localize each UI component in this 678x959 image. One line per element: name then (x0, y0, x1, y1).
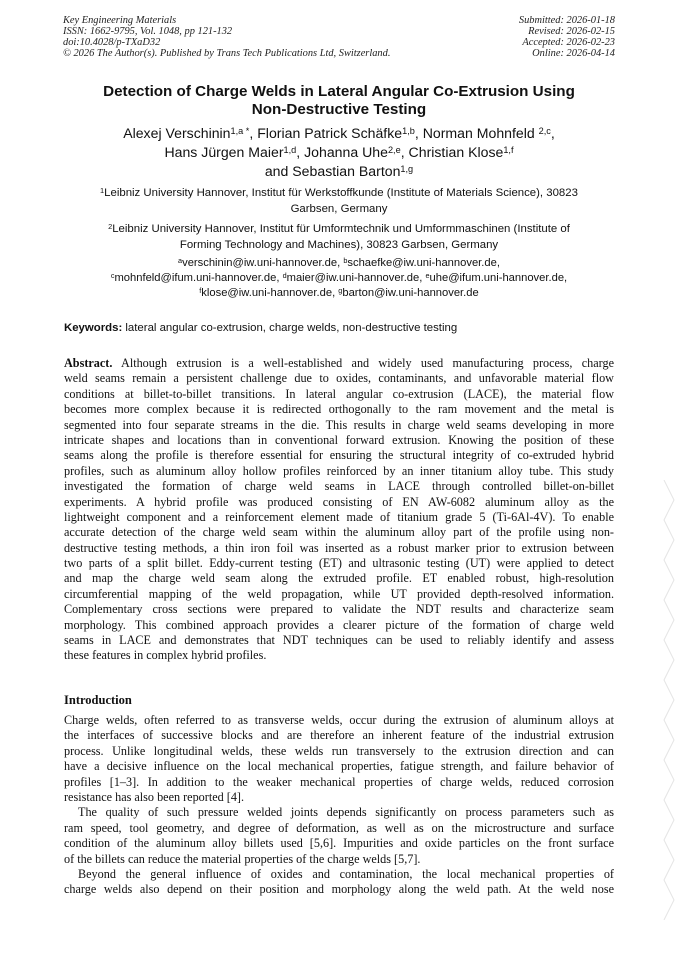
email-link[interactable]: schaefke@iw.uni-hannover.de (347, 257, 497, 269)
email-link[interactable]: maier@iw.uni-hannover.de (286, 272, 420, 284)
author-affiliation-mark: 1,a * (230, 125, 250, 136)
email-mark: d (282, 270, 287, 280)
keywords-text: lateral angular co-extrusion, charge welds, non-destructive testing (125, 322, 458, 334)
abstract-line: circumferential mapping of the weld propagation, while UT provided depth-resolved information. (64, 586, 614, 601)
email-link[interactable]: barton@iw.uni-hannover.de (342, 287, 479, 299)
email-line: $^f$klose@iw.uni-hannover.de, $^g$barton@iw.uni-hannover.de (199, 285, 479, 299)
paragraph-line: resistance has also been reported [4]. (64, 789, 245, 804)
affiliation-mark: 1 (100, 185, 105, 195)
abstract-line: Complementary cross sections were prepared to validate the NDT results and characterize seam (64, 602, 614, 617)
affiliation-line (72, 221, 606, 237)
abstract-line: segmented into four separate streams in the die. This results in charge weld seams developing in more (64, 417, 614, 432)
author-name: Norman Mohnfeld (422, 125, 535, 141)
paragraph-line: process. Unlike longitudinal welds, these welds run transversely to the extrusion direction and can (64, 743, 614, 758)
author-line: Hans Jürgen Maier$^{1,d}$, Johanna Uhe$^{2,e}$, Christian Klose$^{1,f}$ (164, 144, 514, 160)
journal-issn: ISSN: 1662-9795, Vol. 1048, pp 121-132 (63, 26, 233, 37)
author-name: Christian Klose (408, 144, 504, 160)
author-affiliation-mark: 2,c (538, 125, 551, 136)
author-name: Florian Patrick Schäfke (257, 125, 403, 141)
email-mark: c (110, 270, 115, 280)
abstract-line: conditions at billet-to-billet transitions. In lateral angular co-extrusion (LACE), the material flow (64, 386, 614, 401)
journal-header (63, 15, 390, 59)
journal-doi[interactable]: doi:10.4028/p-TXaD32 (63, 37, 161, 48)
affiliation (72, 221, 606, 253)
email-mark: a (178, 255, 183, 265)
author-list (40, 124, 638, 181)
journal-copyright: © 2026 The Author(s). Published by Trans Tech Publications Ltd, Switzerland. (63, 48, 391, 59)
paragraph-line: Charge welds, often referred to as transverse welds, occur during the extrusion of aluminum alloys at (64, 713, 614, 727)
abstract-line: weld seams remain a persistent challenge due to oxides, contaminants, and unfavorable material flow (64, 371, 614, 386)
author-affiliation-mark: 1,g (400, 163, 414, 174)
abstract-line: intricate shapes and locations than in conventional forward extrusion. Knowing the position of these (64, 432, 614, 447)
affiliation-mark: 2 (108, 221, 113, 231)
abstract-label: Abstract. (64, 356, 113, 370)
author-name: Johanna Uhe (304, 144, 388, 160)
affiliation-text: Leibniz University Hannover, Institut für Umformtechnik und Umformmaschinen (Institute of (112, 223, 570, 235)
email-link[interactable]: verschinin@iw.uni-hannover.de (182, 257, 338, 269)
paragraph-line: condition of the aluminum alloy billets used [5,6]. Impurities and oxide particles on the front surface (64, 836, 614, 851)
author-name: Hans Jürgen Maier (164, 144, 284, 160)
affiliation-text: Leibniz University Hannover, Institut für Werkstoffkunde (Institute of Materials Science), 30823 (104, 187, 578, 199)
email-mark: b (343, 255, 348, 265)
author-affiliation-mark: 2,e (387, 144, 401, 155)
paper-title-line: Non-Destructive Testing (251, 101, 427, 118)
author-affiliation-mark: 1,d (283, 144, 297, 155)
paragraph-line: profiles [1–3]. In addition to the weaker mechanical properties of charge welds, reduced corrosion (64, 774, 614, 789)
email-line: $^c$mohnfeld@ifum.uni-hannover.de, $^d$maier@iw.uni-hannover.de, $^e$uhe@ifum.uni-hannover.de, (110, 270, 568, 284)
abstract-line: profiles, such as aluminum alloy hollow profiles reinforced by an inner titanium alloy tube. This study (64, 463, 614, 478)
email-link[interactable]: mohnfeld@ifum.uni-hannover.de (114, 272, 277, 284)
section-heading: Introduction (64, 693, 132, 707)
revised-date: Revised: 2026-02-15 (528, 26, 615, 37)
paragraph-line: of the billets can reduce the material properties of the charge welds [5,7]. (64, 851, 421, 866)
abstract-line: seams along the profile is therefore essential for ensuring the structural integrity of co-extruded hybrid (64, 448, 614, 463)
paragraph-line: The quality of such pressure welded joints depends significantly on process parameters such as (78, 805, 614, 820)
email-link[interactable]: uhe@ifum.uni-hannover.de (429, 272, 565, 284)
abstract-line: two parts of a split billet. Eddy-current testing (ET) and ultrasonic testing (UT) were applied to detect (64, 556, 614, 571)
author-line: Alexej Verschinin$^{1,a *}$, Florian Patrick Schäfke$^{1,b}$, Norman Mohnfeld $^{2,c}$, (123, 125, 555, 141)
abstract (64, 356, 614, 664)
abstract-line (64, 356, 614, 371)
submitted-date: Submitted: 2026-01-18 (518, 15, 615, 26)
paragraph-line: charge welds also depend on their position and morphology along the weld path. At the weld nose (64, 882, 614, 897)
affiliation-line: Garbsen, Germany (290, 203, 388, 215)
email-link[interactable]: klose@iw.uni-hannover.de (201, 287, 333, 299)
email-mark: g (338, 285, 343, 295)
affiliation-line (72, 185, 606, 201)
email-mark: f (199, 285, 202, 295)
paragraph-line: the interfaces of successive blocks and are therefore an inherent feature of the industrial extrusion (64, 728, 614, 743)
email-line: $^a$verschinin@iw.uni-hannover.de, $^b$schaefke@iw.uni-hannover.de, (178, 255, 500, 269)
abstract-line: these features in complex hybrid profiles. (64, 648, 267, 663)
email-list (60, 256, 618, 301)
affiliation-line: Forming Technology and Machines), 30823 Garbsen, Germany (179, 239, 499, 251)
introduction-body (64, 713, 614, 898)
accepted-date: Accepted: 2026-02-23 (522, 37, 615, 48)
author-line (40, 162, 638, 181)
author-affiliation-mark: 1,b (402, 125, 415, 136)
journal-name: Key Engineering Materials (63, 15, 177, 26)
keywords-label: Keywords: (64, 322, 123, 334)
paragraph-line: have a decisive influence on the local mechanical properties, fatigue strength, and failure behavior of (64, 759, 614, 774)
abstract-line: accurate detection of the charge weld seam within the aluminum alloy part of the profile using non- (64, 525, 614, 540)
paragraph-line: Beyond the general influence of oxides and contamination, the local mechanical properties of (78, 866, 614, 881)
abstract-line: becomes more complex because it is redirected orthogonally to the ram movement and the metal is (64, 402, 614, 417)
abstract-line: lightweight component and a reinforcement element made of titanium grade 5 (Ti-6Al-4V). To enable (64, 509, 614, 524)
dates-header (519, 15, 615, 59)
author-affiliation-mark: 1,f (503, 144, 514, 155)
abstract-line: morphology. This combined approach provides a clearer picture of the formation of charge weld (64, 617, 614, 632)
keywords (64, 321, 616, 335)
author-name: Sebastian Barton (292, 163, 401, 179)
abstract-text: Although extrusion is a well-established and widely used manufacturing process, charge (121, 356, 614, 370)
online-date: Online: 2026-04-14 (532, 48, 615, 59)
author-conjunction: and (264, 163, 289, 179)
abstract-line: investigated the formation of charge weld seams in LACE through controlled billet-on-billet (64, 479, 614, 494)
abstract-line: seams in LACE and demonstrates that NDT techniques can be used to reliably identify and assess (64, 633, 614, 648)
paragraph-line: ram speed, tool geometry, and degree of deformation, as well as on the microstructure and surface (64, 820, 614, 835)
abstract-line: experiments. A hybrid profile was produced consisting of EN AW-6082 aluminum alloy as the (64, 494, 614, 509)
author-name: Alexej Verschinin (123, 125, 231, 141)
margin-watermark (662, 480, 676, 920)
paper-title (40, 83, 638, 119)
abstract-line: destructive testing methods, a thin iron foil was inserted as a robust marker prior to extrusion between (64, 540, 614, 555)
email-mark: e (425, 270, 430, 280)
abstract-line: and map the charge weld seam along the extruded profile. ET enabled robust, high-resolution (64, 571, 614, 586)
affiliation (72, 185, 606, 217)
paper-title-line: Detection of Charge Welds in Lateral Angular Co-Extrusion Using (103, 83, 575, 100)
